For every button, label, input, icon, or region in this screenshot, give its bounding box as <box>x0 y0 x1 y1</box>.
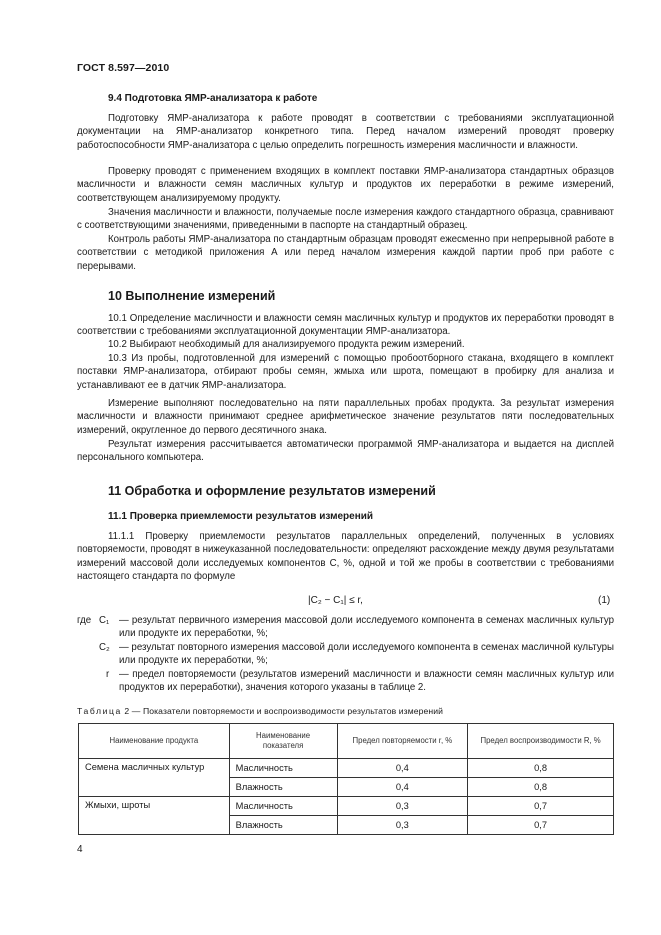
paragraph-text: Подготовку ЯМР-анализатора к работе проводят в соответствии с требованиями эксплуатационной документации на ЯМР-анализатор конкретного типа. Перед началом измерений проводят проверку работоспособности ЯМР-анализатора с целью определить погрешность измерения масличности и влажности. <box>77 113 614 151</box>
def-text-c2 <box>119 641 614 668</box>
cell-product: Семена масличных культур <box>79 759 230 797</box>
cell-indicator: Масличность <box>229 759 337 778</box>
section-9-4-title: 9.4 Подготовка ЯМР-анализатора к работе <box>108 93 318 104</box>
section-11-1-title: 11.1 Проверка приемлемости результатов измерений <box>108 511 374 522</box>
cell-r: 0,3 <box>337 816 468 835</box>
cell-indicator: Влажность <box>229 816 337 835</box>
cell-r: 0,3 <box>337 797 468 816</box>
page-number: 4 <box>77 844 83 855</box>
cell-R: 0,8 <box>468 778 614 797</box>
paragraph <box>77 206 614 233</box>
cell-indicator: Влажность <box>229 778 337 797</box>
cell-product: Жмыхи, шроты <box>79 797 230 835</box>
paragraph <box>77 352 614 392</box>
cell-R: 0,7 <box>468 797 614 816</box>
formula-number: (1) <box>598 595 611 606</box>
table-caption <box>77 706 443 716</box>
paragraph-text: Измерение выполняют последовательно на пяти параллельных пробах продукта. За результат измерения масличности и влажности принимают среднее арифметическое значение результатов пяти последовательных измерений, округленное до первого десятичного знака. <box>77 398 614 436</box>
table-row <box>79 759 614 778</box>
paragraph-text: Контроль работы ЯМР-анализатора по стандартным образцам проводят ежесменно при непрерывной работе в соответствии с методикой приложения А или перед началом измерения каждой партии проб при работе с перерывами. <box>77 234 614 272</box>
paragraph <box>77 338 614 351</box>
cell-R: 0,7 <box>468 816 614 835</box>
def-symbol-c1: C₁ <box>99 615 110 626</box>
where-word: где <box>77 615 92 626</box>
def-symbol-r: r <box>106 669 110 680</box>
formula: |C₂ − C₁| ≤ r, <box>308 595 363 606</box>
table-row <box>79 797 614 816</box>
paragraph <box>77 233 614 273</box>
def-text-r <box>119 668 614 695</box>
header-repeatability: Предел повторяемости r, % <box>337 724 468 759</box>
cell-r: 0,4 <box>337 778 468 797</box>
table-header-row <box>79 724 614 759</box>
header-product: Наименование продукта <box>79 724 230 759</box>
cell-indicator: Масличность <box>229 797 337 816</box>
def-text: — предел повторяемости (результатов измерений масличности и влажности семян масличных культур или продуктов их переработки), значения которого указаны в таблице 2. <box>119 669 614 694</box>
caption-text: 2 — Показатели повторяемости и воспроизводимости результатов измерений <box>124 706 444 716</box>
paragraph-text: 10.3 Из пробы, подготовленной для измерений с помощью пробоотборного стакана, входящего в комплект поставки ЯМР-анализатора, отбирают пробы семян, жмыха или шрота, помещают в пробирку для анализа и устанавливают ее в датчик ЯМР-анализатора. <box>77 353 614 391</box>
def-text: — результат первичного измерения массовой доли исследуемого компонента в семенах масличных культур или продукте их переработки, %; <box>119 615 614 640</box>
section-10-title: 10 Выполнение измерений <box>108 289 276 303</box>
header-reproducibility: Предел воспроизводимости R, % <box>468 724 614 759</box>
paragraph <box>77 112 614 152</box>
paragraph <box>77 530 614 584</box>
paragraph <box>77 165 614 205</box>
def-text: — результат повторного измерения массовой доли исследуемого компонента в семенах масличной культуры или продукте их переработки, %; <box>119 642 614 667</box>
paragraph-text: Проверку проводят с применением входящих в комплект поставки ЯМР-анализатора стандартных образцов масличности и влажности семян масличных культур и продуктов их переработки в режиме измерений, соответствующем анализируемому продукту. <box>77 166 614 204</box>
paragraph-text: 10.2 Выбирают необходимый для анализируемого продукта режим измерений. <box>108 339 465 350</box>
header-indicator: Наименование показателя <box>229 724 337 759</box>
def-text-c1 <box>119 614 614 641</box>
paragraph-text: 11.1.1 Проверку приемлемости результатов параллельных определений, полученных в условиях повторяемости, проводят в нижеуказанной последовательности: определяют расхождение между двумя результатами измерений массовой доли исследуемых компонентов C, %, одной и той же пробы в соответствии с требованиями настоящего стандарта по формуле <box>77 531 614 583</box>
def-symbol-c2: C₂ <box>99 642 110 653</box>
paragraph <box>77 397 614 437</box>
caption-word: Таблица <box>77 706 122 716</box>
paragraph-text: 10.1 Определение масличности и влажности семян масличных культур и продуктов их переработки проводят в соответствии с требованиями эксплуатационной документации ЯМР-анализатора. <box>77 313 614 338</box>
cell-r: 0,4 <box>337 759 468 778</box>
results-table <box>78 723 614 835</box>
paragraph <box>77 312 614 339</box>
cell-R: 0,8 <box>468 759 614 778</box>
paragraph-text: Результат измерения рассчитывается автоматически программой ЯМР-анализатора и выдается на дисплей персонального компьютера. <box>77 439 614 464</box>
standard-header: ГОСТ 8.597—2010 <box>77 62 170 74</box>
section-11-title: 11 Обработка и оформление результатов измерений <box>108 484 436 498</box>
paragraph-text: Значения масличности и влажности, получаемые после измерения каждого стандартного образца, сравнивают с соответствующими значениями, приведенными в паспорте на стандартный образец. <box>77 207 614 232</box>
paragraph <box>77 438 614 465</box>
